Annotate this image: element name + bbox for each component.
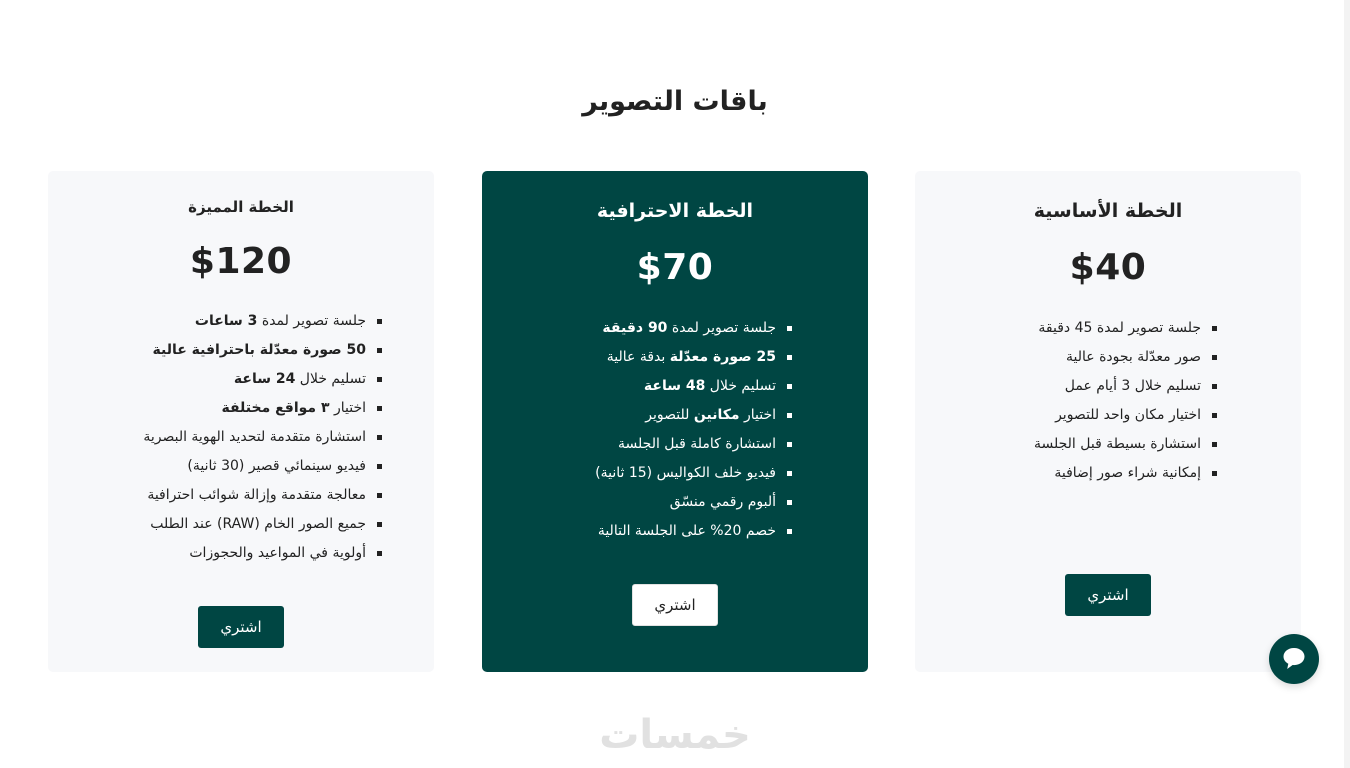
feature-text: اختيار: [739, 407, 776, 423]
feature-item: جلسة تصوير لمدة 45 دقيقة: [1034, 314, 1217, 343]
buy-button-basic[interactable]: اشتري: [1065, 574, 1151, 616]
feature-text: اختيار: [329, 400, 366, 416]
plan-price: $40: [1069, 247, 1147, 288]
feature-text: ألبوم رقمي منسّق: [669, 494, 776, 510]
feature-highlight: 3 ساعات: [194, 313, 258, 329]
plan-price: $70: [636, 247, 714, 288]
feature-text: استشارة متقدمة لتحديد الهوية البصرية: [143, 429, 366, 445]
feature-text: فيديو سينمائي قصير (30 ثانية): [187, 458, 366, 474]
feature-highlight: 50 صورة معدّلة باحترافية عالية: [152, 342, 366, 358]
feature-highlight: 24 ساعة: [233, 371, 296, 387]
feature-item: [143, 336, 382, 365]
buy-button-professional[interactable]: اشتري: [632, 584, 718, 626]
feature-item: [143, 307, 382, 336]
feature-text: أولوية في المواعيد والحجوزات: [189, 545, 366, 561]
feature-highlight: 48 ساعة: [643, 378, 706, 394]
chat-button[interactable]: [1269, 634, 1319, 684]
feature-text: خصم 20% على الجلسة التالية: [597, 523, 776, 539]
feature-item: استشارة بسيطة قبل الجلسة: [1034, 430, 1217, 459]
plan-card-basic: [915, 171, 1301, 672]
feature-text: تسليم خلال: [295, 371, 366, 387]
plan-title: الخطة الأساسية: [1033, 200, 1183, 222]
feature-text: معالجة متقدمة وإزالة شوائب احترافية: [147, 487, 366, 503]
feature-item: صور معدّلة بجودة عالية: [1034, 343, 1217, 372]
feature-text: جلسة تصوير لمدة: [667, 320, 776, 336]
plan-card-professional: [482, 171, 868, 672]
buy-button-premium[interactable]: اشتري: [198, 606, 284, 648]
plan-price: $120: [189, 241, 293, 282]
feature-highlight: مكانين: [693, 407, 740, 423]
feature-item: [595, 488, 792, 517]
feature-item: [595, 314, 792, 343]
feature-text: جميع الصور الخام (RAW) عند الطلب: [150, 516, 366, 532]
section-title: باقات التصوير: [582, 86, 768, 117]
feature-item: [595, 459, 792, 488]
plan-title: الخطة الاحترافية: [596, 200, 754, 222]
feature-text: جلسة تصوير لمدة: [257, 313, 366, 329]
feature-highlight: 25 صورة معدّلة: [669, 349, 776, 365]
feature-item: [143, 365, 382, 394]
feature-item: [595, 343, 792, 372]
feature-item: [595, 430, 792, 459]
feature-item: تسليم خلال 3 أيام عمل: [1034, 372, 1217, 401]
plan-card-premium: [48, 171, 434, 672]
feature-item: [143, 423, 382, 452]
feature-text-after: بدقة عالية: [606, 349, 670, 365]
feature-item: [595, 517, 792, 546]
site-logo: خمسات: [599, 712, 751, 758]
feature-text: فيديو خلف الكواليس (15 ثانية): [595, 465, 776, 481]
feature-text: تسليم خلال: [705, 378, 776, 394]
feature-item: اختيار مكان واحد للتصوير: [1034, 401, 1217, 430]
feature-list: [1034, 314, 1217, 488]
feature-item: [143, 394, 382, 423]
feature-list: [143, 307, 382, 568]
feature-item: [143, 539, 382, 568]
chat-bubble-icon: [1282, 646, 1306, 672]
feature-item: [143, 481, 382, 510]
feature-highlight: ٣ مواقع مختلفة: [221, 400, 330, 416]
feature-item: [143, 510, 382, 539]
feature-text-after: للتصوير: [645, 407, 694, 423]
plan-title: الخطة المميزة: [188, 198, 294, 216]
feature-item: [143, 452, 382, 481]
feature-item: [595, 401, 792, 430]
feature-item: [595, 372, 792, 401]
feature-text: استشارة كاملة قبل الجلسة: [618, 436, 776, 452]
feature-list: [595, 314, 792, 546]
feature-highlight: 90 دقيقة: [602, 320, 668, 336]
feature-item: إمكانية شراء صور إضافية: [1034, 459, 1217, 488]
